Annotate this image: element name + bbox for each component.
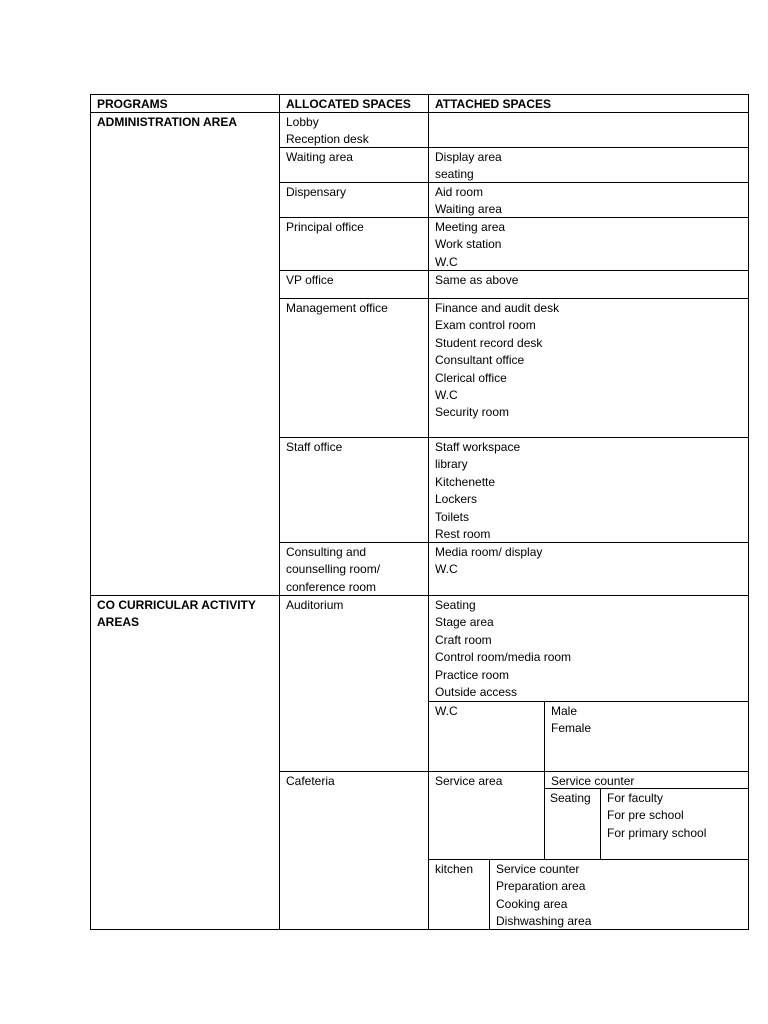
allocated-line: Auditorium <box>286 598 344 612</box>
attached-line: Outside access <box>435 685 518 700</box>
allocated-line: Staff office <box>286 440 343 454</box>
allocated-cafeteria <box>279 771 429 930</box>
attached-line: Seating <box>435 598 476 612</box>
kitchen-item: Dishwashing area <box>496 914 592 929</box>
attached-line: Finance and audit desk <box>435 301 560 315</box>
allocated-vp <box>279 270 429 299</box>
allocated-auditorium <box>279 595 429 772</box>
allocated-line: counselling room/ <box>286 562 381 577</box>
attached-management <box>428 298 749 438</box>
attached-line: Staff workspace <box>435 440 521 454</box>
cafeteria-service-counter <box>544 771 749 789</box>
attached-auditorium <box>428 595 749 702</box>
program-co-curricular-line: AREAS <box>97 615 140 630</box>
attached-line: Consultant office <box>435 353 525 368</box>
allocated-management <box>279 298 429 438</box>
allocated-line: Consulting and <box>286 545 367 559</box>
program-administration-label: ADMINISTRATION AREA <box>97 115 237 129</box>
attached-line: Security room <box>435 405 510 420</box>
attached-line: Clerical office <box>435 370 507 385</box>
kitchen-item: Service counter <box>496 862 580 876</box>
wc-item: Female <box>551 721 592 736</box>
header-attached-text: ATTACHED SPACES <box>435 97 552 111</box>
header-allocated <box>279 94 429 113</box>
program-co-curricular <box>90 595 280 930</box>
seating-label: Seating <box>550 791 591 805</box>
allocated-line: Lobby <box>286 115 319 129</box>
cafeteria-seating-items <box>600 788 749 860</box>
allocated-dispensary <box>279 182 429 218</box>
attached-line: library <box>435 457 468 472</box>
attached-line: Aid room <box>435 185 484 199</box>
attached-principal <box>428 217 749 271</box>
header-attached <box>428 94 749 113</box>
attached-line: Meeting area <box>435 220 506 234</box>
attached-line: Lockers <box>435 492 478 507</box>
attached-staff <box>428 437 749 543</box>
attached-line: Work station <box>435 237 502 252</box>
program-table <box>90 94 749 930</box>
attached-dispensary <box>428 182 749 218</box>
attached-line: Same as above <box>435 273 519 287</box>
attached-waiting <box>428 147 749 183</box>
attached-vp <box>428 270 749 299</box>
header-programs-text: PROGRAMS <box>97 97 168 111</box>
cafeteria-service-area <box>428 771 545 860</box>
program-co-curricular-line: CO CURRICULAR ACTIVITY <box>97 598 256 612</box>
attached-line: Toilets <box>435 509 470 524</box>
program-administration <box>90 112 280 596</box>
attached-line: Display area <box>435 150 502 164</box>
attached-line: Control room/media room <box>435 650 572 665</box>
allocated-line: conference room <box>286 579 377 594</box>
auditorium-wc-items <box>544 701 749 772</box>
header-programs <box>90 94 280 113</box>
attached-line: W.C <box>435 388 458 403</box>
allocated-line: Waiting area <box>286 150 353 164</box>
auditorium-wc <box>428 701 545 772</box>
allocated-line: Dispensary <box>286 185 347 199</box>
allocated-principal <box>279 217 429 271</box>
attached-line: Student record desk <box>435 335 543 350</box>
service-counter-label: Service counter <box>551 774 635 788</box>
attached-line: Stage area <box>435 615 494 630</box>
allocated-waiting <box>279 147 429 183</box>
seating-item: For pre school <box>607 808 684 823</box>
seating-item: For primary school <box>607 825 707 840</box>
attached-line: W.C <box>435 254 458 269</box>
attached-line: Media room/ display <box>435 545 543 559</box>
attached-line: Craft room <box>435 632 492 647</box>
allocated-line: Management office <box>286 301 388 315</box>
allocated-consulting <box>279 542 429 596</box>
service-area-label: Service area <box>435 774 503 788</box>
cafeteria-kitchen <box>428 859 490 930</box>
attached-line: Exam control room <box>435 318 536 333</box>
kitchen-item: Preparation area <box>496 879 586 894</box>
kitchen-label: kitchen <box>435 862 474 876</box>
header-allocated-text: ALLOCATED SPACES <box>286 97 411 111</box>
attached-consulting <box>428 542 749 596</box>
attached-lobby <box>428 112 749 148</box>
attached-line: Kitchenette <box>435 474 496 489</box>
allocated-line: Cafeteria <box>286 774 335 788</box>
cafeteria-seating <box>544 788 601 860</box>
wc-label: W.C <box>435 704 458 718</box>
seating-item: For faculty <box>607 791 664 805</box>
attached-line: W.C <box>435 562 458 577</box>
attached-line: Waiting area <box>435 202 502 217</box>
allocated-line: Principal office <box>286 220 364 234</box>
attached-line: seating <box>435 167 474 182</box>
wc-item: Male <box>551 704 578 718</box>
allocated-line: Reception desk <box>286 132 369 147</box>
attached-line: Practice room <box>435 667 510 682</box>
allocated-line: VP office <box>286 273 334 287</box>
allocated-lobby <box>279 112 429 148</box>
allocated-staff <box>279 437 429 543</box>
attached-line: Rest room <box>435 527 491 542</box>
cafeteria-kitchen-items <box>489 859 749 930</box>
kitchen-item: Cooking area <box>496 896 568 911</box>
